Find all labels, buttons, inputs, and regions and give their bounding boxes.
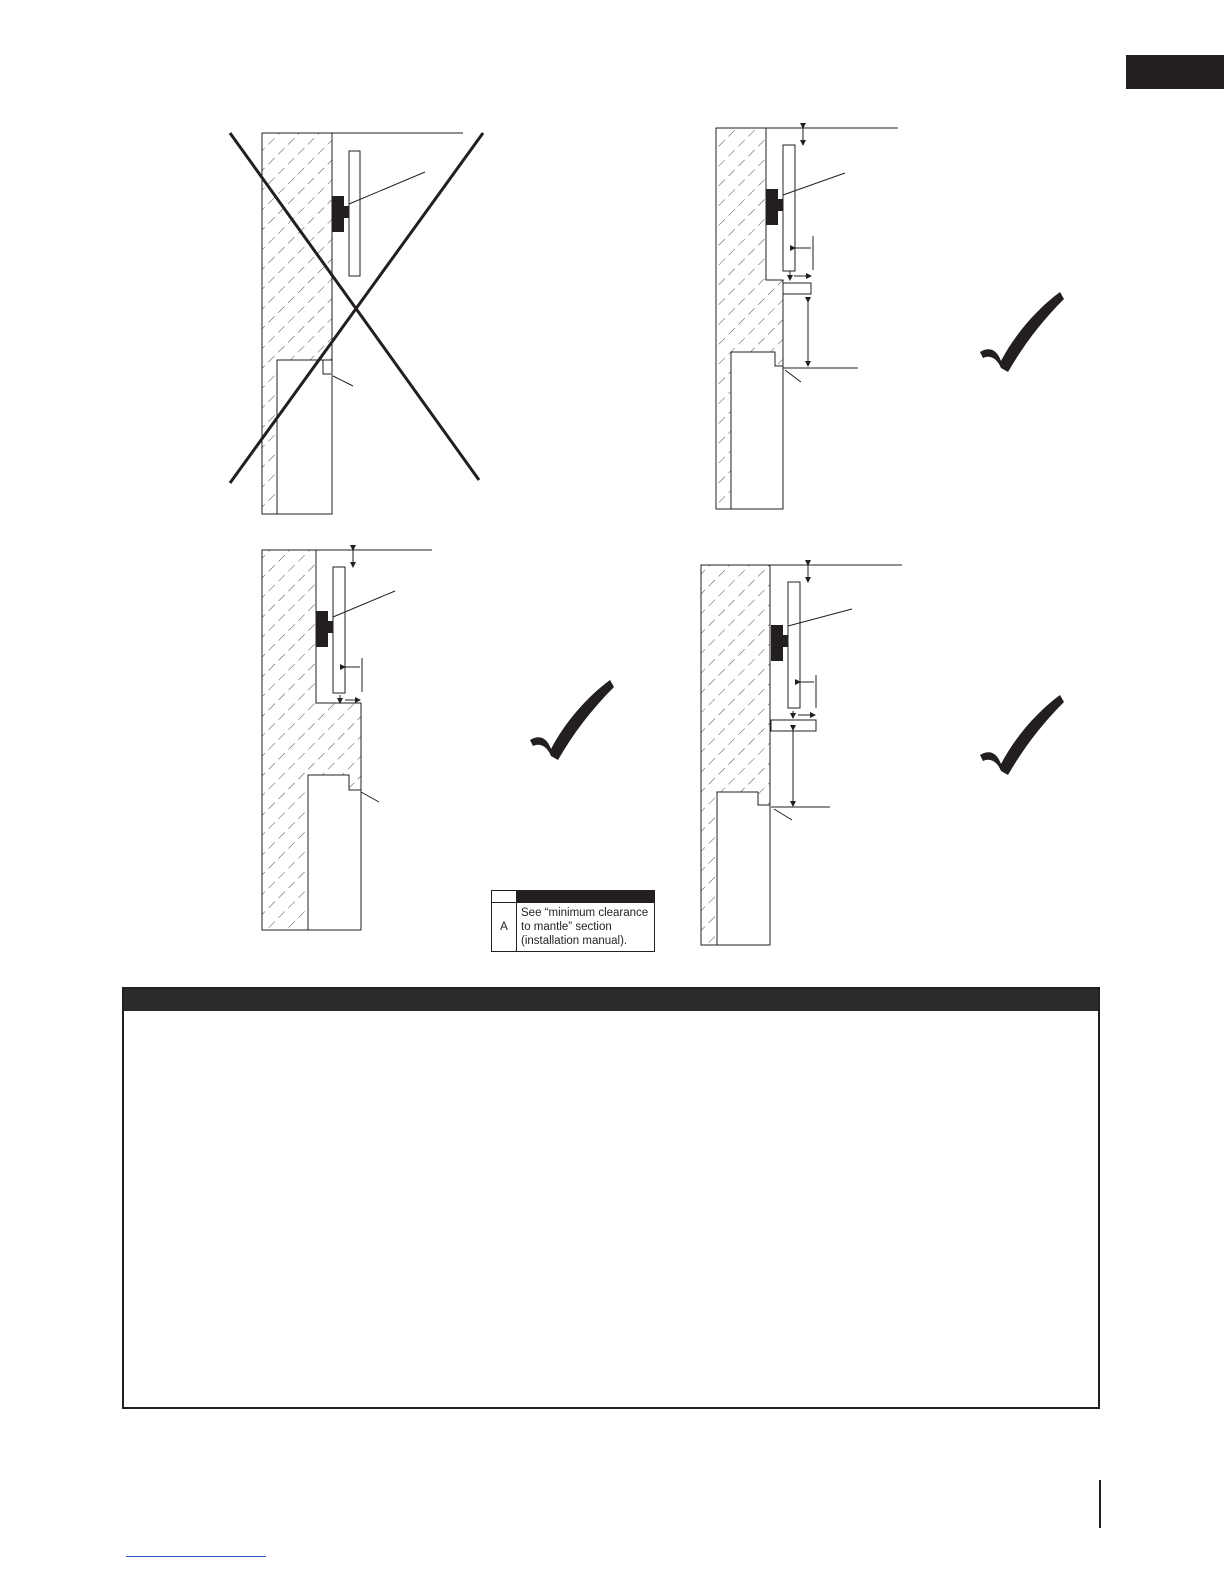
fireplace-opening <box>731 352 783 509</box>
wall-mount <box>766 189 778 225</box>
diagram-correct-installation-recessed <box>255 545 615 935</box>
legend-header-description <box>517 891 655 903</box>
page-number-rule <box>1099 1480 1101 1528</box>
fireplace-opening <box>277 360 332 514</box>
wall-mount <box>771 625 783 661</box>
diagram-correct-installation-shelf-2 <box>695 560 1080 950</box>
info-panel-header-bar <box>124 989 1098 1011</box>
tv-panel <box>783 145 795 271</box>
footer-link-underline[interactable] <box>126 1556 266 1557</box>
wall-mount <box>332 196 344 232</box>
wall-mount <box>316 611 328 647</box>
legend-table <box>491 890 655 952</box>
tv-panel <box>333 567 345 693</box>
diagram-incorrect-installation <box>225 128 495 518</box>
diagram-correct-installation-shelf <box>705 120 1085 515</box>
checkmark-icon <box>980 695 1064 775</box>
language-tab <box>1126 55 1224 89</box>
tv-panel <box>349 151 360 276</box>
checkmark-icon <box>530 680 614 760</box>
info-panel <box>122 987 1100 1409</box>
fireplace-opening <box>717 792 770 945</box>
checkmark-icon <box>980 292 1064 372</box>
mantle-shelf <box>783 283 811 294</box>
legend-description: See “minimum clearance to mantle” section (installation manual). <box>517 903 655 952</box>
mantle-shelf <box>771 720 816 731</box>
fireplace-opening <box>308 775 361 930</box>
legend-header-key <box>492 891 517 903</box>
legend-key: A <box>492 903 517 952</box>
tv-panel <box>788 582 800 708</box>
